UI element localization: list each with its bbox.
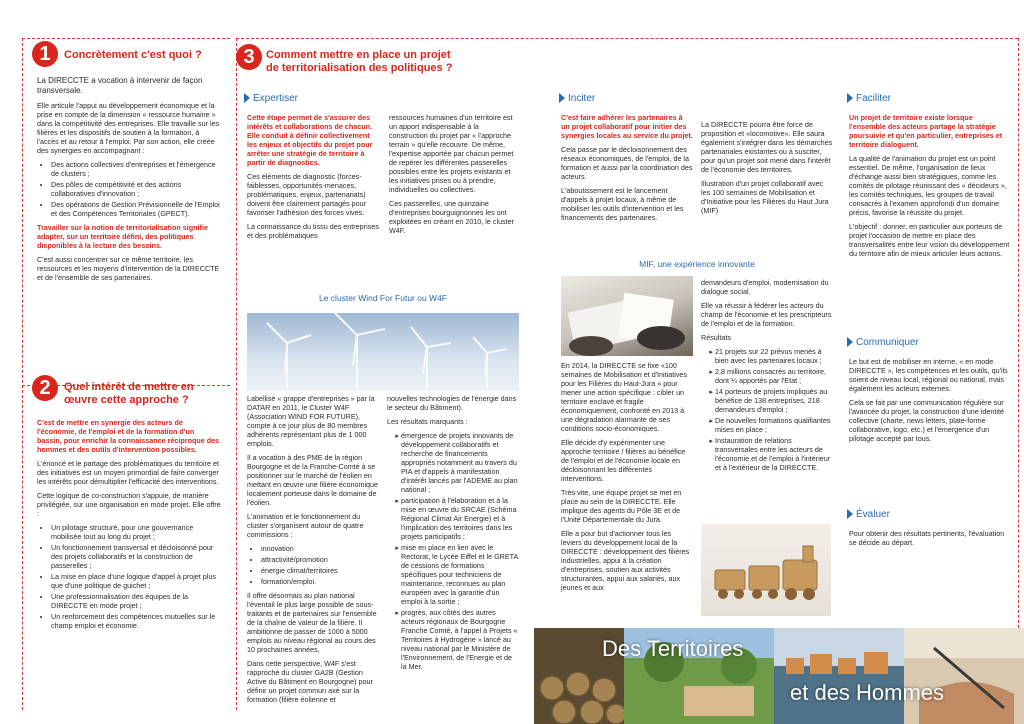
meeting-image [561,276,693,356]
subhead-inciter [559,93,595,104]
bullet-list [247,544,379,586]
list-item: ▸ mise en place en lien avec le Rectorat, le Lycée Eiffel et le GRETA de cessions de formations spécifiques pour techniciens de maintenance, reconnues au plan européen avec la garantie d'un emploi à la sortie ; [401,543,519,606]
divider [236,38,1018,39]
paragraph: La qualité de l'animation du projet est un point essentiel. De même, l'organisation de lieux d'échange aussi bien stratégiques, comme les comités de pilotage réunissant des « décideurs », les comités techniques, les groupes de travail consacrés à l'examen approfondi d'un domaine précis, favorise la réussite du projet. [849,154,1007,217]
paragraph: Labellisé « grappe d'entreprises » par la DATAR en 2011, le Cluster W4F (Association WIND FOR FUTURE), compte à ce jour plus de 80 membres adhérents représentant plus de 1 000 emplois. [247,394,375,448]
wind-turbine-image [247,313,519,391]
section-number-3: 3 [236,44,262,70]
banner-line-1: Des Territoires [602,636,744,661]
wooden-toy-photo [701,524,831,616]
evaluer-body [849,529,1011,552]
paragraph: L'énoncé et le partage des problématiques du territoire et des initiatives est un moyen primordial de faire converger les intérêts pour démultiplier l'efficacité des interventions. [37,459,219,486]
bullet-list [387,431,519,671]
paragraph: Illustration d'un projet collaboratif avec les 100 semaines de Mobilisation et d'Initiative pour les Filières du Haut Jura (MIF) [701,179,829,215]
subhead-communiquer [847,337,919,348]
expertiser-col1 [247,113,379,245]
paragraph: Cette logique de co-construction s'appuie, de manière privilégiée, sur une organisation en mode projet. Elle offre : [37,491,221,518]
divider [1018,38,1019,628]
subhead-evaluer [847,509,890,520]
arrow-icon [847,337,853,347]
paragraph: La DIRECCTE pourra être force de proposition et «locomotive». Elle saura également s'intégrer dans les démarches partenariales existantes ou à susciter, pour qu'un projet soit mené dans l'intérêt de l'économie des territoires. [701,120,833,174]
meeting-photo [561,276,693,356]
highlight-text: Cette étape permet de s'assurer des intérêts et collaborations de chacun. Elle conduit à définir collectivement les enjeux et objectifs du projet pour arrêter une stratégie de territoire à partir de diagnostics. [247,113,373,167]
list-item: ▸ 2,8 millions consacrés au territoire, dont ¼ apportés par l'Etat ; [715,367,833,385]
bullet-list [37,523,221,630]
paragraph: Ces éléments de diagnostic (forces-faiblesses, opportunités-menaces, problématiques, enjeux, partenariats) doivent être clairement partagés pour favoriser l'adhésion des forces vives. [247,172,367,217]
subhead-expertiser [244,93,298,104]
section2-body [37,418,221,635]
highlight-text: C'est faire adhérer les partenaires à un projet collaboratif pour initier des synergies locales au service du projet. [561,113,693,140]
subhead-label: Expertiser [253,93,299,104]
list-item: • La mise en place d'une logique d'appel à projet plus que d'une politique de guichet ; [51,572,221,590]
banner-line-2: et des Hommes [790,680,945,705]
paragraph: L'animation et le fonctionnement du cluster s'organisent autour de quatre commissions : [247,512,364,539]
expertiser-col2 [389,113,519,240]
divider [236,38,237,710]
list-item: • innovation [261,544,379,553]
divider [22,385,23,710]
arrow-icon [847,509,853,519]
cluster-col2 [387,394,519,676]
list-item: • énergie climat/territoires [261,566,379,575]
paragraph: Dans cette perspective, W4F s'est rapproché du cluster GA2B (Gestion Active du Bâtiment en Bourgogne) pour définir un projet commun axé sur la formation (filière éolienne et [247,659,373,704]
mif-col1 [561,361,693,597]
mif-caption: MIF, une expérience innovante [639,259,755,269]
subhead-label: Inciter [568,93,596,104]
list-item: ▸ Instauration de relations transversales entre les acteurs de l'économie et de l'emploi à l'intérieur et à l'extérieur de la DIRECCTE. [715,436,833,472]
communiquer-body [849,357,1011,448]
cluster-col1 [247,394,379,709]
subhead-label: Évaluer [856,509,890,520]
divider [22,38,230,39]
highlight-text: C'est de mettre en synergie des acteurs de l'économie, de l'emploi et de la formation d'un bassin, pour enrichir la connaissance réciproque des hommes et des outils d'intervention possibles. [37,418,220,454]
paragraph: Elle va réussir à fédérer les acteurs du champ de l'économie et les prescripteurs de l'emploi et de la formation. [701,301,832,328]
paragraph: Il offre désormais au plan national l'éventail le plus large possible de sous-traitants et de partenaires sur l'ensemble de la chaîne de valeur de la filière. Il ambitionne de passer de 1000 à 5000 emplois au niveau régional au cours des 10 prochaines années. [247,591,377,654]
wooden-toy-image [701,524,831,616]
list-item: • Une professionnalisation des équipes de la DIRECCTE en mode projet ; [51,592,221,610]
paragraph: Très vite, une équipe projet se met en place au sein de la DIRECCTE. Elle implique des agents du Pôle 3E et de l'Unité Départementale du Jura. [561,488,682,524]
arrow-icon [847,93,853,103]
list-item: • Des pôles de compétitivité et des actions collaboratives d'innovation ; [51,180,221,198]
paragraph: Le but est de mobiliser en interne, « en mode DIRECCTE », les compétences et les outils, qu'ils soient de niveau local, régional ou national, mais également les acteurs externes. [849,357,1008,393]
section-number-1: 1 [32,41,58,67]
inciter-col2 [701,120,833,220]
paragraph: Cela se fait par une communication régulière sur l'avancée du projet, la construction d'une identité collective (charte, news letters, plate-forme collaborative, logo, etc.) et l'émergence d'un pilotage accepté par tous. [849,398,1004,443]
paragraph: Pour obtenir des résultats pertinents, l'évaluation se décide au départ. [849,529,1005,547]
list-item: ▸ 14 porteurs de projets impliqués au bénéfice de 138 entreprises, 218 demandeurs d'emploi ; [715,387,833,414]
cluster-caption: Le cluster Wind For Futur ou W4F [318,293,447,303]
paragraph: L'objectif : donner, en particulier aux porteurs de projet l'occasion de mettre en place des transversalités entre leur vision du développement du territoire afin de mieux articuler leurs actions. [849,222,1010,258]
list-item: • formation/emploi. [261,577,379,586]
list-item: • Un renforcement des compétences mutuelles sur le champ emploi et économie. [51,612,221,630]
section-title-2: Quel intérêt de mettre en œuvre cette approche ? [64,381,194,406]
arrow-icon [559,93,565,103]
faciliter-body [849,113,1011,263]
divider [22,38,23,398]
results-label: Résultats [701,333,731,342]
paragraph: nouvelles technologies de l'énergie dans le secteur du Bâtiment). [387,394,517,412]
paragraph: Elle décide d'y expérimenter une approche territoire / filières au bénéfice de l'emploi et de l'économie locale en décloisonnant les différentes interventions. [561,438,686,483]
section1-body [37,76,221,287]
paragraph: Ces passerelles, une quinzaine d'entreprises bourguignonnes les ont exploitées en créant en 2010, le cluster W4F. [389,199,515,235]
paragraph: Elle articule l'appui au développement économique et la prise en compte de la dimension « ressource humaine » dans la compétitivité des entreprises. Elle travaille sur les filières et les dispositifs de soutien à la formation, à l'accès et au retour à l'emploi. Par son action, elle créée des synergies en accompagnant : [37,101,220,155]
list-item: ▸ participation à l'élaboration et à la mise en œuvre du SRCAE (Schéma Régional Climat Air Energie) et à l'implication des territoires dans les projets participatifs ; [401,496,519,541]
wind-turbine-photo [247,313,519,391]
results-label: Les résultats marquants : [387,417,468,426]
mif-col2 [701,278,833,477]
paragraph: L'aboutissement est le lancement d'appels à projet locaux, à même de mobiliser les outils d'intervention et les financements des partenaires. [561,186,684,222]
arrow-icon [244,93,250,103]
subhead-label: Faciliter [856,93,892,104]
list-item: ▸ 21 projets sur 22 prévus menés à bien avec les partenaires locaux ; [715,347,833,365]
highlight-text: Un projet de territoire existe lorsque l'ensemble des acteurs partage la stratégie poursuivie et qu'en particulier, entreprises et territoire dialoguent. [849,113,1003,149]
bullet-list [701,347,833,472]
subhead-label: Communiquer [856,337,919,348]
inciter-col1 [561,113,693,227]
paragraph: C'est aussi concentrer sur ce même territoire, les ressources et les moyens d'intervention de la DIRECCTE et de l'ensemble de ses partenaires. [37,255,220,282]
list-item: ▸ émergence de projets innovants de développement collaboratifs et recherche de financements appropriés notamment au travers du PIA et d'appels à manifestation d'intérêt lancés par l'ADEME au plan national ; [401,431,519,494]
paragraph: ressources humaines d'un territoire est un apport indispensable à la construction du projet par « l'approche terrain » qu'elle recouvre. De même, l'expertise apportée par chacun permet de repérer les différentes passerelles possibles entre les projets existants et les initiatives prises ou à prendre, individuelles ou collectives. [389,113,514,194]
list-item: ▸ De nouvelles formations qualifiantes mises en place ; [715,416,833,434]
section-title-1: Concrètement c'est quoi ? [64,49,202,61]
list-item: ▸ progrès, aux côtés des autres acteurs régionaux de Bourgogne Franche Comté, à l'appel à Projets « Territoires à Hydrogène » lancé au niveau national par le Ministère de l'Environnement, de l'Energie et de la Mer. [401,608,519,671]
list-item: • Des actions collectives d'entreprises et l'émergence de clusters ; [51,160,221,178]
paragraph: Il a vocation à des PME de la région Bourgogne et de la Franche-Comté à se positionner sur le marché de l'éolien en mettant en œuvre une filière économique localement porteuse dans le domaine de l'éolien. [247,453,379,507]
subhead-faciliter [847,93,891,104]
list-item: • Des opérations de Gestion Prévisionnelle de l'Emploi et des Compétences Territoriales (GPECT). [51,200,221,218]
paragraph: La connaissance du tissu des entreprises et des problématiques [247,222,379,240]
section-title-3: Comment mettre en place un projet de territorialisation des politiques ? [266,49,453,74]
paragraph: En 2014, la DIRECCTE se fixe «100 semaines de Mobilisation et d'Initiatives pour les Filières du Haut-Jura » pour mener une action spécifique : cibler un territoire enclavé et fragile économiquement, confronté en 2013 à une dégradation alarmante de ses conditions socio-économiques. [561,361,688,433]
highlight-text: Travailler sur la notion de territorialisation signifie adapter, sur un territoire défini, des politiques disponibles à la lecture des besoins. [37,223,208,250]
section-number-2: 2 [32,375,58,401]
paragraph: Elle a pour but d'actionner tous les leviers du développement local de la DIRECCTE : développement des filières industrielles, appui à la création d'entreprises, soutien aux activités structurantes, appui aux salariés, aux jeunes et aux [561,529,690,592]
list-item: • Un fonctionnement transversal et décloisonné pour des projets collaboratifs et la construction de passerelles ; [51,543,221,570]
list-item: • attractivité/promotion [261,555,379,564]
paragraph: Cela passe par le décloisonnement des réseaux économiques, de l'emploi, de la formation et aussi par la coordination des acteurs. [561,145,693,181]
bullet-list [37,160,221,218]
list-item: • Un pilotage structuré, pour une gouvernance mobilisée tout au long du projet ; [51,523,221,541]
paragraph: La DIRECCTE a vocation à intervenir de façon transversale. [37,76,203,95]
paragraph: demandeurs d'emploi, modernisation du dialogue social. [701,278,829,296]
